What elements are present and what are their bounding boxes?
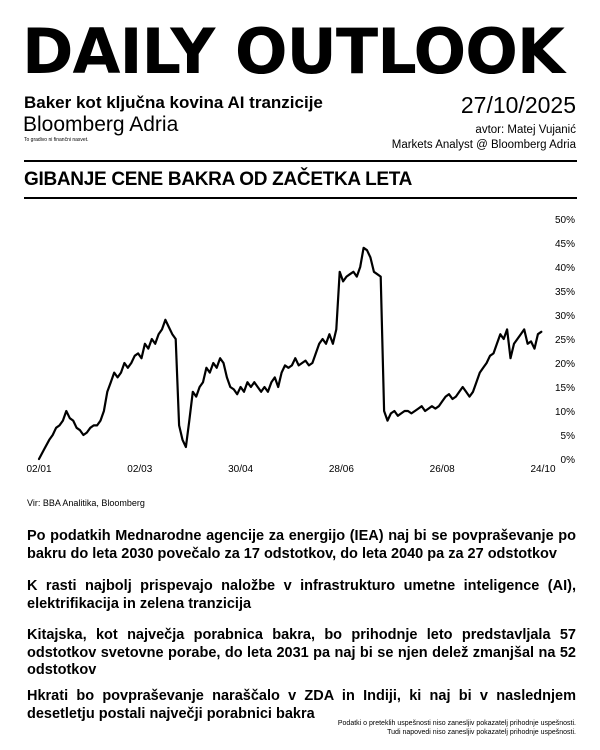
x-tick-label: 24/10 — [530, 464, 556, 475]
bullet-paragraph: Po podatkih Mednarodne agencije za energijo (IEA) naj bi se povpraševanje po bakru do leta 2030 povečalo za 17 odstotkov, do leta 2040 pa za 27 odstotkov — [27, 528, 576, 562]
section-title: GIBANJE CENE BAKRA OD ZAČETKA LETA — [24, 169, 413, 190]
x-tick-label: 26/08 — [429, 464, 455, 475]
author-name: avtor: Matej Vujanić — [475, 124, 576, 136]
y-tick-label: 50% — [554, 215, 575, 226]
y-axis — [555, 215, 575, 466]
y-tick-label: 30% — [554, 311, 575, 322]
publish-date: 27/10/2025 — [460, 92, 576, 118]
y-tick-label: 45% — [554, 239, 575, 250]
bullet-paragraph: Hkrati bo povpraševanje naraščalo v ZDA in Indiji, ki naj bi v naslednjem desetletju postali največji porabnici bakra — [27, 688, 576, 722]
disclaimer-line: Tudi napovedi niso zanesljiv pokazatelj prihodnje uspešnosti. — [387, 729, 576, 736]
bullet-paragraph: K rasti najbolj prispevajo naložbe v infrastrukturo umetne inteligence (AI), elektrifikacija in zelena tranzicija — [27, 578, 576, 612]
chart-source: Vir: BBA Analitika, Bloomberg — [27, 498, 145, 508]
series-line-baker — [39, 248, 541, 459]
x-tick-label: 28/06 — [328, 464, 354, 475]
x-tick-label: 30/04 — [228, 464, 254, 475]
brand-name: Bloomberg Adria — [23, 113, 179, 136]
y-tick-label: 5% — [560, 431, 575, 442]
author-role: Markets Analyst @ Bloomberg Adria — [391, 139, 576, 151]
x-tick-label: 02/01 — [26, 464, 52, 475]
bullet-paragraph: Kitajska, kot največja porabnica bakra, bo prihodnje leto predstavljala 57 odstotkov svetovne porabe, do leta 2031 pa naj bi se njen delež zmanjšal na 52 odstotkov — [27, 627, 576, 678]
y-tick-label: 0% — [560, 455, 575, 466]
y-tick-label: 15% — [554, 383, 575, 394]
article-headline: Baker kot ključna kovina AI tranzicije — [24, 93, 323, 112]
top-divider — [24, 160, 577, 162]
y-tick-label: 20% — [554, 359, 575, 370]
copper-price-chart — [0, 200, 600, 490]
y-tick-label: 40% — [554, 263, 575, 274]
x-axis — [26, 464, 555, 475]
masthead-title: DAILY OUTLOOK — [22, 15, 564, 88]
y-tick-label: 25% — [554, 335, 575, 346]
y-tick-label: 10% — [554, 407, 575, 418]
y-tick-label: 35% — [554, 287, 575, 298]
section-divider — [24, 197, 577, 199]
x-tick-label: 02/03 — [127, 464, 153, 475]
disclaimer-line: Podatki o preteklih uspešnosti niso zanesljiv pokazatelj prihodnje uspešnosti. — [337, 720, 576, 727]
series-group — [39, 248, 541, 459]
tagline: To gradivo ni finančni nasvet. — [24, 137, 89, 143]
